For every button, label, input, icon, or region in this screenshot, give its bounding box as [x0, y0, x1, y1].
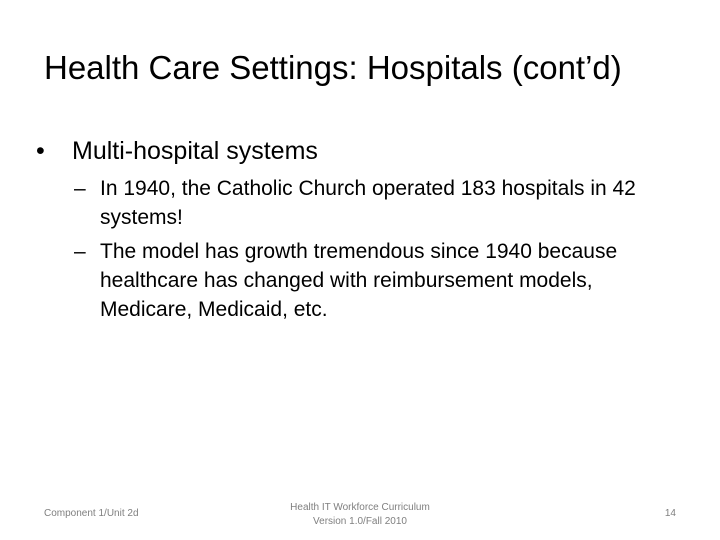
sub-bullet-text: The model has growth tremendous since 1940 because healthcare has changed with reimbursement models, Medicare, Medicaid, etc. [100, 240, 618, 321]
bullet-text: Multi-hospital systems [72, 137, 318, 165]
sub-bullet-text: In 1940, the Catholic Church operated 183 hospitals in 42 systems! [100, 177, 636, 229]
footer-component-label: Component 1/Unit 2d [44, 508, 139, 519]
footer-curriculum [250, 501, 470, 529]
page-number: 14 [664, 508, 676, 519]
sub-bullet-marker: – [74, 240, 86, 263]
slide-content [36, 132, 686, 329]
footer-curriculum-title: Health IT Workforce Curriculum [290, 502, 430, 513]
slide-title: Health Care Settings: Hospitals (cont’d) [44, 49, 622, 86]
bullet-item [36, 132, 686, 170]
sub-bullet-item [74, 237, 686, 324]
bullet-marker: • [36, 137, 45, 165]
footer-curriculum-version: Version 1.0/Fall 2010 [313, 516, 407, 527]
sub-bullet-marker: – [74, 177, 86, 200]
sub-bullet-item [74, 174, 686, 232]
sub-bullet-list [36, 174, 686, 324]
